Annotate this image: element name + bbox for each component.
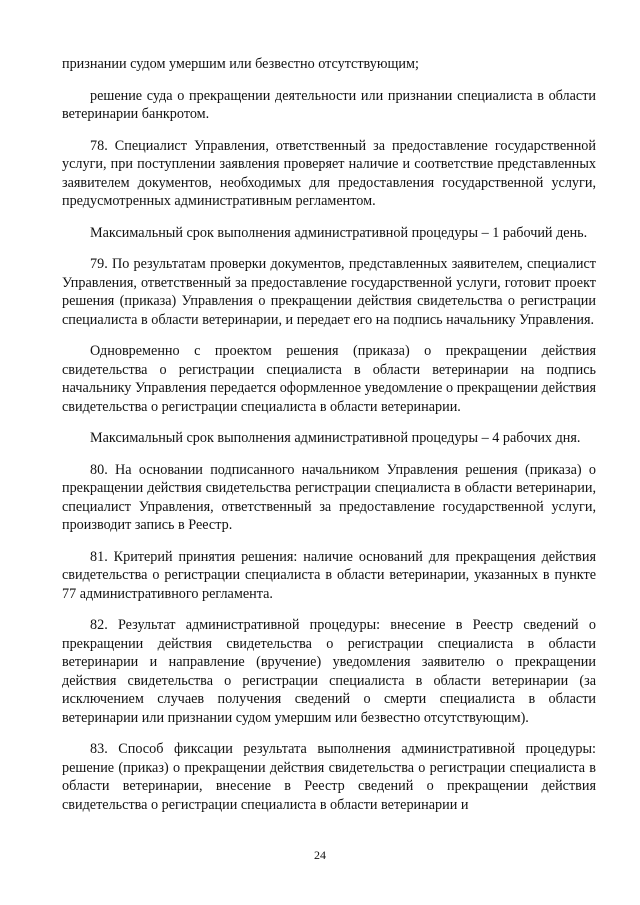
paragraph-simultaneously: Одновременно с проектом решения (приказа) о прекращении действия свидетельства о регистрации специалиста в области ветеринарии на подпись начальнику Управления передается оформленное уведомление о прекращении действия свидетельства о регистрации специалиста в области ветеринарии. xyxy=(62,343,596,415)
paragraph-max-term-1: Максимальный срок выполнения административной процедуры – 1 рабочий день. xyxy=(90,224,588,241)
paragraph-79: 79. По результатам проверки документов, представленных заявителем, специалист Управления, ответственный за предоставление государственной услуги, готовит проект решения (приказа) Управления о прекращении действия свидетельства о регистрации специалиста в области ветеринарии, и передает его на подпись начальнику Управления. xyxy=(62,256,596,328)
paragraph-max-term-4: Максимальный срок выполнения административной процедуры – 4 рабочих дня. xyxy=(90,430,581,446)
page-number: 24 xyxy=(314,848,326,862)
paragraph-78: 78. Специалист Управления, ответственный за предоставление государственной услуги, при поступлении заявления проверяет наличие и соответствие представленных заявителем документов, необходимых для предоставления государственной услуги, предусмотренных административным регламентом. xyxy=(62,137,596,209)
paragraph-82: 82. Результат административной процедуры: внесение в Реестр сведений о прекращении действия свидетельства о регистрации специалиста в области ветеринарии и направление (вручение) уведомления заявителю о прекращении действия свидетельства о регистрации специалиста в области ветеринарии (за исключением случаев получения сведений о смерти специалиста в области ветеринарии или признании судом умершим или безвестно отсутствующим). xyxy=(62,617,596,726)
paragraph-court-decision: решение суда о прекращении деятельности или признании специалиста в области ветеринарии банкротом. xyxy=(62,87,596,122)
paragraph-81: 81. Критерий принятия решения: наличие оснований для прекращения действия свидетельства о регистрации специалиста в области ветеринарии, указанных в пункте 77 административного регламента. xyxy=(62,548,596,602)
paragraph-continuation: признании судом умершим или безвестно отсутствующим; xyxy=(62,56,419,72)
paragraph-80: 80. На основании подписанного начальником Управления решения (приказа) о прекращении действия свидетельства регистрации специалиста в области ветеринарии, специалист Управления, ответственный за предоставление государственной услуги, производит запись в Реестр. xyxy=(62,461,596,533)
document-body xyxy=(62,55,596,827)
paragraph-83: 83. Способ фиксации результата выполнения административной процедуры: решение (приказ) о прекращении действия свидетельства о регистрации специалиста в области ветеринарии, внесение в Реестр сведений о прекращении действия свидетельства о регистрации специалиста в области ветеринарии и xyxy=(62,741,596,813)
